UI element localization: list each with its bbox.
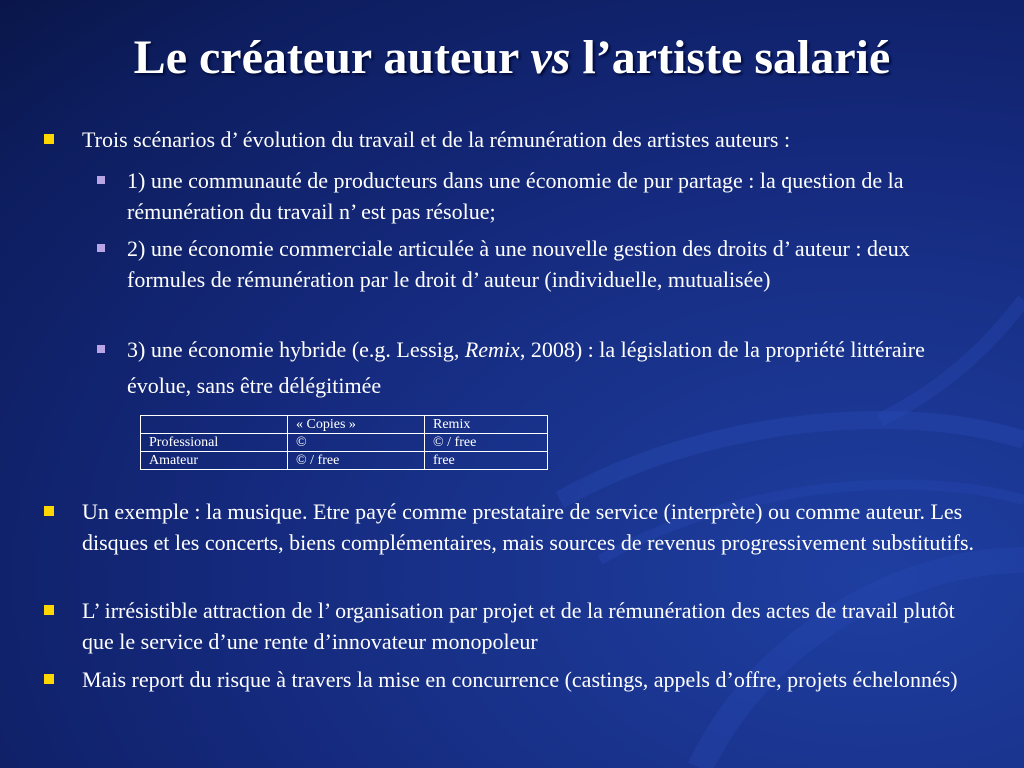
square-bullet-icon bbox=[44, 605, 54, 615]
sub-bullet-text: 2) une économie commerciale articulée à une nouvelle gestion des droits d’ auteur : deux formules de rémunération par le droit d’ auteur (individuelle, mutualisée) bbox=[127, 236, 910, 292]
bullet-text: Mais report du risque à travers la mise en concurrence (castings, appels d’offre, projets échelonnés) bbox=[82, 667, 958, 692]
table-cell bbox=[141, 416, 288, 434]
bullet-text: Un exemple : la musique. Etre payé comme prestataire de service (interprète) ou comme auteur. Les disques et les concerts, biens complémentaires, mais sources de revenus progressivement substitutifs. bbox=[82, 499, 975, 555]
square-bullet-icon bbox=[97, 176, 105, 184]
slide-title bbox=[0, 26, 1024, 90]
square-bullet-icon bbox=[97, 244, 105, 252]
rights-table bbox=[140, 415, 548, 470]
sub-bullet-item bbox=[97, 165, 987, 227]
sub-bullet-item bbox=[97, 233, 987, 295]
bullet-item bbox=[44, 664, 984, 695]
table-row bbox=[141, 434, 548, 452]
sub3-text-before: 3) une économie hybride (e.g. Lessig, bbox=[127, 337, 465, 362]
table-cell: free bbox=[425, 452, 548, 470]
title-part2: l’artiste salarié bbox=[582, 31, 891, 84]
square-bullet-icon bbox=[44, 674, 54, 684]
square-bullet-icon bbox=[97, 345, 105, 353]
bullet-item bbox=[44, 595, 984, 657]
table-cell: © / free bbox=[288, 452, 425, 470]
title-vs: vs bbox=[530, 31, 571, 84]
sub-bullet-text: 1) une communauté de producteurs dans une économie de pur partage : la question de la rémunération du travail n’ est pas résolue; bbox=[127, 168, 904, 224]
table-cell: © / free bbox=[425, 434, 548, 452]
sub-bullet-item bbox=[97, 332, 987, 404]
bullet-item bbox=[44, 496, 984, 558]
table-cell: Professional bbox=[141, 434, 288, 452]
table-cell: © bbox=[288, 434, 425, 452]
sub3-text-after: , 2008) : la législation de la propriété littéraire évolue, sans être délégitimée bbox=[127, 337, 925, 398]
bullet-text: Trois scénarios d’ évolution du travail et de la rémunération des artistes auteurs : bbox=[82, 127, 791, 152]
title-part1: Le créateur auteur bbox=[133, 31, 519, 84]
square-bullet-icon bbox=[44, 506, 54, 516]
table-cell: « Copies » bbox=[288, 416, 425, 434]
sub3-text-italic: Remix bbox=[464, 337, 520, 362]
table-row bbox=[141, 452, 548, 470]
table-cell: Amateur bbox=[141, 452, 288, 470]
sub-bullet-text bbox=[127, 332, 987, 404]
bullet-text: L’ irrésistible attraction de l’ organisation par projet et de la rémunération des actes de travail plutôt que le service d’une rente d’innovateur monopoleur bbox=[82, 598, 955, 654]
bullet-item bbox=[44, 124, 984, 155]
table-cell: Remix bbox=[425, 416, 548, 434]
square-bullet-icon bbox=[44, 134, 54, 144]
table-header-row bbox=[141, 416, 548, 434]
